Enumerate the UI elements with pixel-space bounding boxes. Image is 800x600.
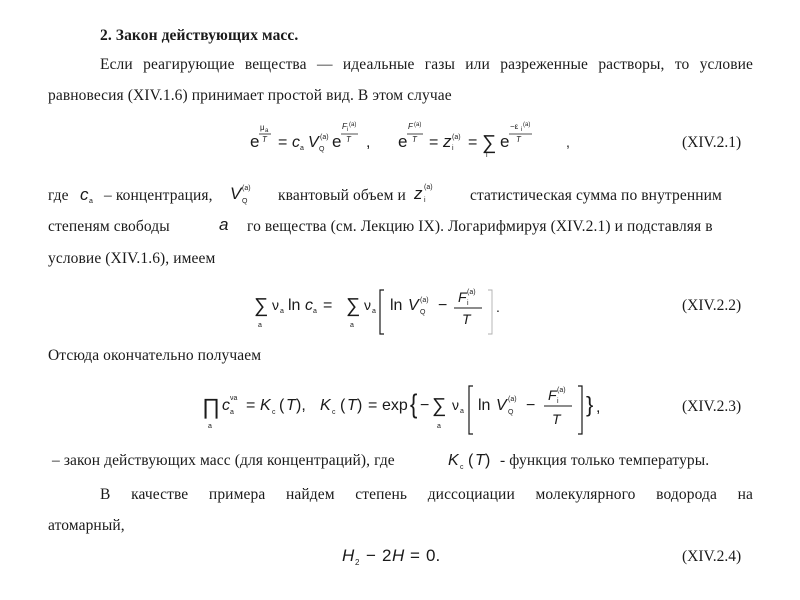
equation-xiv-2-1 [240,110,600,158]
svg-text:−: − [526,397,536,414]
svg-text:a: a [300,145,304,152]
equation-xiv-2-3 [200,372,640,436]
svg-text:T: T [516,135,521,144]
svg-text:Q: Q [508,409,514,416]
paragraph-5-line-2: атомарный, [48,517,125,534]
equation-xiv-2-3-graphic [200,372,640,436]
svg-text:∑: ∑ [482,132,497,154]
svg-text:a: a [460,408,464,415]
svg-text:T: T [552,411,561,427]
svg-text:(a): (a) [467,289,476,296]
svg-text:T: T [286,397,296,414]
svg-text:V: V [308,134,319,151]
svg-text:−ε: −ε [510,122,519,131]
svg-text:exp: exp [382,397,408,414]
svg-text:−: − [420,397,430,414]
svg-text:F: F [548,387,557,403]
equation-label-xiv-2-4: (XIV.2.4) [682,548,742,565]
svg-text:(a): (a) [452,134,461,141]
svg-text:c: c [460,464,464,471]
svg-text:V: V [230,184,242,203]
svg-text:): ) [357,397,363,414]
paragraph-2-concentration: – концентрация, [104,187,213,204]
svg-text:i: i [347,127,349,133]
svg-text:T: T [475,452,485,469]
equation-label-xiv-2-2: (XIV.2.2) [682,297,742,314]
svg-text:i: i [452,145,454,152]
svg-text:a: a [230,409,234,416]
svg-text:c: c [222,397,230,414]
svg-text:=: = [368,397,378,414]
svg-text:∑: ∑ [254,295,269,317]
svg-text:i: i [424,197,426,204]
svg-text:F: F [408,122,413,131]
svg-text:Q: Q [319,146,325,153]
svg-text:ν: ν [364,297,371,313]
svg-text:z: z [443,132,452,151]
svg-text:∏: ∏ [202,394,221,419]
svg-text:T: T [462,311,471,327]
svg-text:,: , [566,134,570,150]
svg-text:i: i [521,127,523,133]
paragraph-4: – закон действующих масс (для концентраций), где [52,452,395,469]
svg-text:2: 2 [382,546,392,565]
svg-text:νa: νa [230,395,238,402]
svg-text:a: a [437,423,441,430]
svg-text:a: a [265,128,269,134]
svg-text:a: a [350,322,354,329]
paragraph-2-quantum-volume: квантовый объем и [278,187,406,204]
svg-text:a: a [372,308,376,315]
svg-text:T: T [347,397,357,414]
svg-text:0.: 0. [426,546,441,565]
svg-text:F: F [342,122,347,131]
svg-text:∑: ∑ [432,395,447,417]
svg-text:(a): (a) [349,122,357,128]
svg-text:K: K [260,397,271,414]
svg-text:,: , [366,134,371,151]
svg-text:H: H [392,546,405,565]
equation-label-xiv-2-3: (XIV.2.3) [682,398,742,415]
svg-text:=: = [410,546,420,565]
svg-text:=: = [468,134,478,151]
paragraph-2-line-2-rest: го вещества (см. Лекцию IX). Логарифмируя (XIV.2.1) и подставляя в [247,218,713,235]
svg-text:F: F [458,289,467,305]
equation-xiv-2-4 [340,540,470,570]
svg-text:i: i [486,152,488,158]
svg-text:c: c [305,297,313,314]
svg-text:ν: ν [452,397,459,413]
svg-text:(a): (a) [424,184,433,191]
svg-text:(a): (a) [242,185,251,192]
svg-text:μ: μ [260,123,265,132]
svg-text:}: } [586,392,594,417]
svg-text:c: c [80,185,89,204]
svg-text:),: ), [296,397,306,414]
svg-text:T: T [262,135,267,144]
svg-text:z: z [414,184,423,203]
equation-xiv-2-1-graphic [240,110,600,158]
svg-text:=: = [323,297,333,314]
section-heading: 2. Закон действующих масс. [100,27,299,44]
svg-text:=: = [246,397,256,414]
symbol-v-q [228,176,268,206]
paragraph-1-line-1: Если реагирующие вещества — идеальные газы или разреженные растворы, то условие [100,56,753,73]
svg-text:.: . [496,299,500,315]
equation-xiv-2-4-graphic [340,540,470,570]
svg-text:a: a [280,308,284,315]
paragraph-5-line-1: В качестве примера найдем степень диссоциации молекулярного водорода на [100,486,753,503]
svg-text:−: − [438,297,448,314]
svg-text:V: V [408,297,419,314]
svg-text:i: i [467,300,469,307]
svg-text:(a): (a) [523,122,531,128]
svg-text:a: a [89,198,93,205]
equation-xiv-2-2 [250,282,540,338]
equation-xiv-2-2-graphic [250,282,540,338]
paragraph-1-line-2: равновесия (XIV.1.6) принимает простой вид. В этом случае [48,87,452,104]
svg-text:ln: ln [390,297,403,314]
svg-text:e: e [500,132,510,151]
svg-text:ν: ν [272,297,279,313]
svg-text:{: { [410,390,418,420]
svg-text:V: V [496,397,507,414]
svg-text:(: ( [340,397,346,414]
svg-text:a: a [219,215,229,234]
svg-text:c: c [272,409,276,416]
paragraph-3: Отсюда окончательно получаем [48,347,262,364]
svg-text:c: c [332,409,336,416]
paragraph-2-line-2: степеням свободы [48,218,170,235]
svg-text:i: i [557,398,559,405]
svg-text:a: a [208,423,212,430]
paragraph-2-word-gde: где [48,187,69,204]
svg-text:Q: Q [242,198,248,205]
svg-text:T: T [346,135,351,144]
svg-text:(: ( [468,452,474,469]
svg-text:Q: Q [420,309,426,316]
svg-text:(a): (a) [320,134,329,141]
svg-text:∑: ∑ [346,295,361,317]
equation-label-xiv-2-1: (XIV.2.1) [682,134,742,151]
svg-text:=: = [278,134,288,151]
svg-text:(a): (a) [420,297,429,304]
paragraph-2-stat-sum: статистическая сумма по внутренним [470,187,722,204]
svg-text:H: H [342,546,355,565]
svg-text:(a): (a) [508,396,517,403]
svg-text:K: K [448,452,459,469]
symbol-kc-t [446,446,502,472]
symbol-a [214,212,236,236]
svg-text:=: = [429,134,439,151]
paragraph-2-line-3: условие (XIV.1.6), имеем [48,250,216,267]
svg-text:e: e [398,132,408,151]
svg-text:e: e [332,132,342,151]
svg-text:(: ( [279,397,285,414]
svg-text:(a): (a) [414,122,422,128]
svg-text:,: , [596,399,601,416]
svg-text:a: a [313,308,317,315]
svg-text:K: K [320,397,331,414]
svg-text:(a): (a) [557,387,566,394]
svg-text:ln: ln [288,297,301,314]
svg-text:): ) [485,452,491,469]
svg-text:2: 2 [355,558,360,567]
paragraph-4-rest: - функция только температуры. [500,452,710,469]
svg-text:−: − [366,546,376,565]
svg-text:e: e [250,132,260,151]
svg-text:T: T [412,135,417,144]
svg-text:ln: ln [478,397,491,414]
svg-text:a: a [258,322,262,329]
svg-text:c: c [292,134,300,151]
symbol-z-i [412,176,452,206]
